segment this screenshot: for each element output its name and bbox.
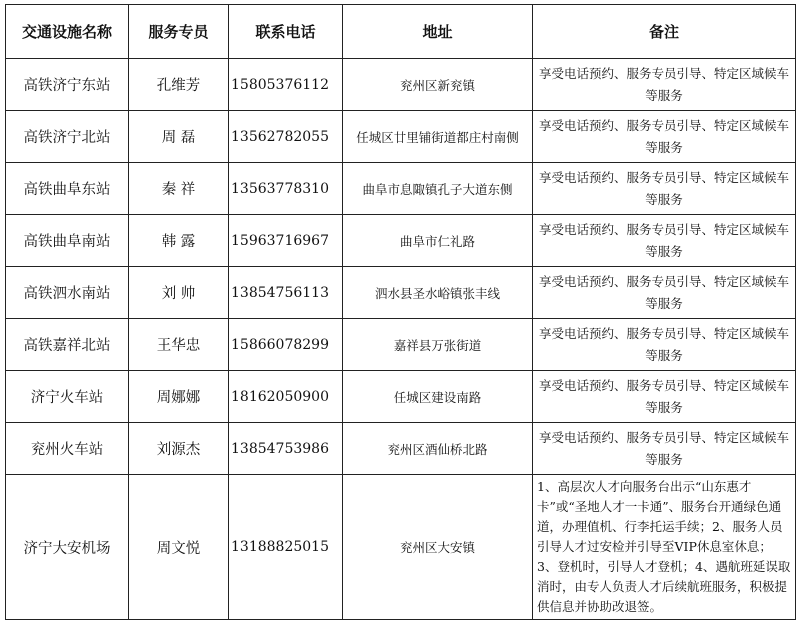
service-staff: 周娜娜 [129,371,229,423]
phone-number: 13854753986 [229,423,343,475]
phone-number: 13188825015 [229,475,343,620]
service-staff: 王华忠 [129,319,229,371]
facility-name: 高铁曲阜南站 [6,215,129,267]
service-staff: 刘源杰 [129,423,229,475]
facility-name: 高铁嘉祥北站 [6,319,129,371]
note: 享受电话预约、服务专员引导、特定区域候车等服务 [533,163,796,215]
header-facility-name: 交通设施名称 [6,5,129,59]
note: 享受电话预约、服务专员引导、特定区域候车等服务 [533,215,796,267]
service-staff: 韩 露 [129,215,229,267]
table-row [6,59,796,111]
address: 兖州区酒仙桥北路 [343,423,533,475]
table-row [6,267,796,319]
header-address: 地址 [343,5,533,59]
table-row [6,319,796,371]
facilities-table [5,4,796,620]
note: 享受电话预约、服务专员引导、特定区域候车等服务 [533,59,796,111]
facility-name: 高铁济宁北站 [6,111,129,163]
header-service-staff: 服务专员 [129,5,229,59]
note: 享受电话预约、服务专员引导、特定区域候车等服务 [533,371,796,423]
table-row [6,371,796,423]
note: 1、高层次人才向服务台出示“山东惠才卡”或“圣地人才一卡通”、服务台开通绿色通道，办理值机、行李托运手续；2、服务人员引导人才过安检并引导至VIP休息室休息；3、登机时，引导人才登机；4、遇航班延误取消时，由专人负责人才后续航班服务，积极提供信息并协助改退签。 [533,475,796,620]
service-staff: 周文悦 [129,475,229,620]
phone-number: 15805376112 [229,59,343,111]
address: 兖州区大安镇 [343,475,533,620]
address: 任城区廿里铺街道都庄村南侧 [343,111,533,163]
address: 嘉祥县万张街道 [343,319,533,371]
note: 享受电话预约、服务专员引导、特定区域候车等服务 [533,319,796,371]
phone-number: 13854756113 [229,267,343,319]
address: 兖州区新兖镇 [343,59,533,111]
table-row [6,111,796,163]
phone-number: 15963716967 [229,215,343,267]
table-row [6,163,796,215]
address: 曲阜市息陬镇孔子大道东侧 [343,163,533,215]
phone-number: 13563778310 [229,163,343,215]
table-row [6,423,796,475]
address: 任城区建设南路 [343,371,533,423]
note: 享受电话预约、服务专员引导、特定区域候车等服务 [533,267,796,319]
phone-number: 18162050900 [229,371,343,423]
service-staff: 周 磊 [129,111,229,163]
phone-number: 13562782055 [229,111,343,163]
facility-name: 高铁泗水南站 [6,267,129,319]
service-staff: 刘 帅 [129,267,229,319]
header-row [6,5,796,59]
phone-number: 15866078299 [229,319,343,371]
note: 享受电话预约、服务专员引导、特定区域候车等服务 [533,111,796,163]
header-notes: 备注 [533,5,796,59]
address: 泗水县圣水峪镇张丰线 [343,267,533,319]
table-row [6,475,796,620]
facility-name: 高铁济宁东站 [6,59,129,111]
header-phone: 联系电话 [229,5,343,59]
note: 享受电话预约、服务专员引导、特定区域候车等服务 [533,423,796,475]
service-staff: 孔维芳 [129,59,229,111]
facility-name: 兖州火车站 [6,423,129,475]
facility-name: 济宁大安机场 [6,475,129,620]
table-row [6,215,796,267]
address: 曲阜市仁礼路 [343,215,533,267]
facility-name: 济宁火车站 [6,371,129,423]
service-staff: 秦 祥 [129,163,229,215]
facility-name: 高铁曲阜东站 [6,163,129,215]
